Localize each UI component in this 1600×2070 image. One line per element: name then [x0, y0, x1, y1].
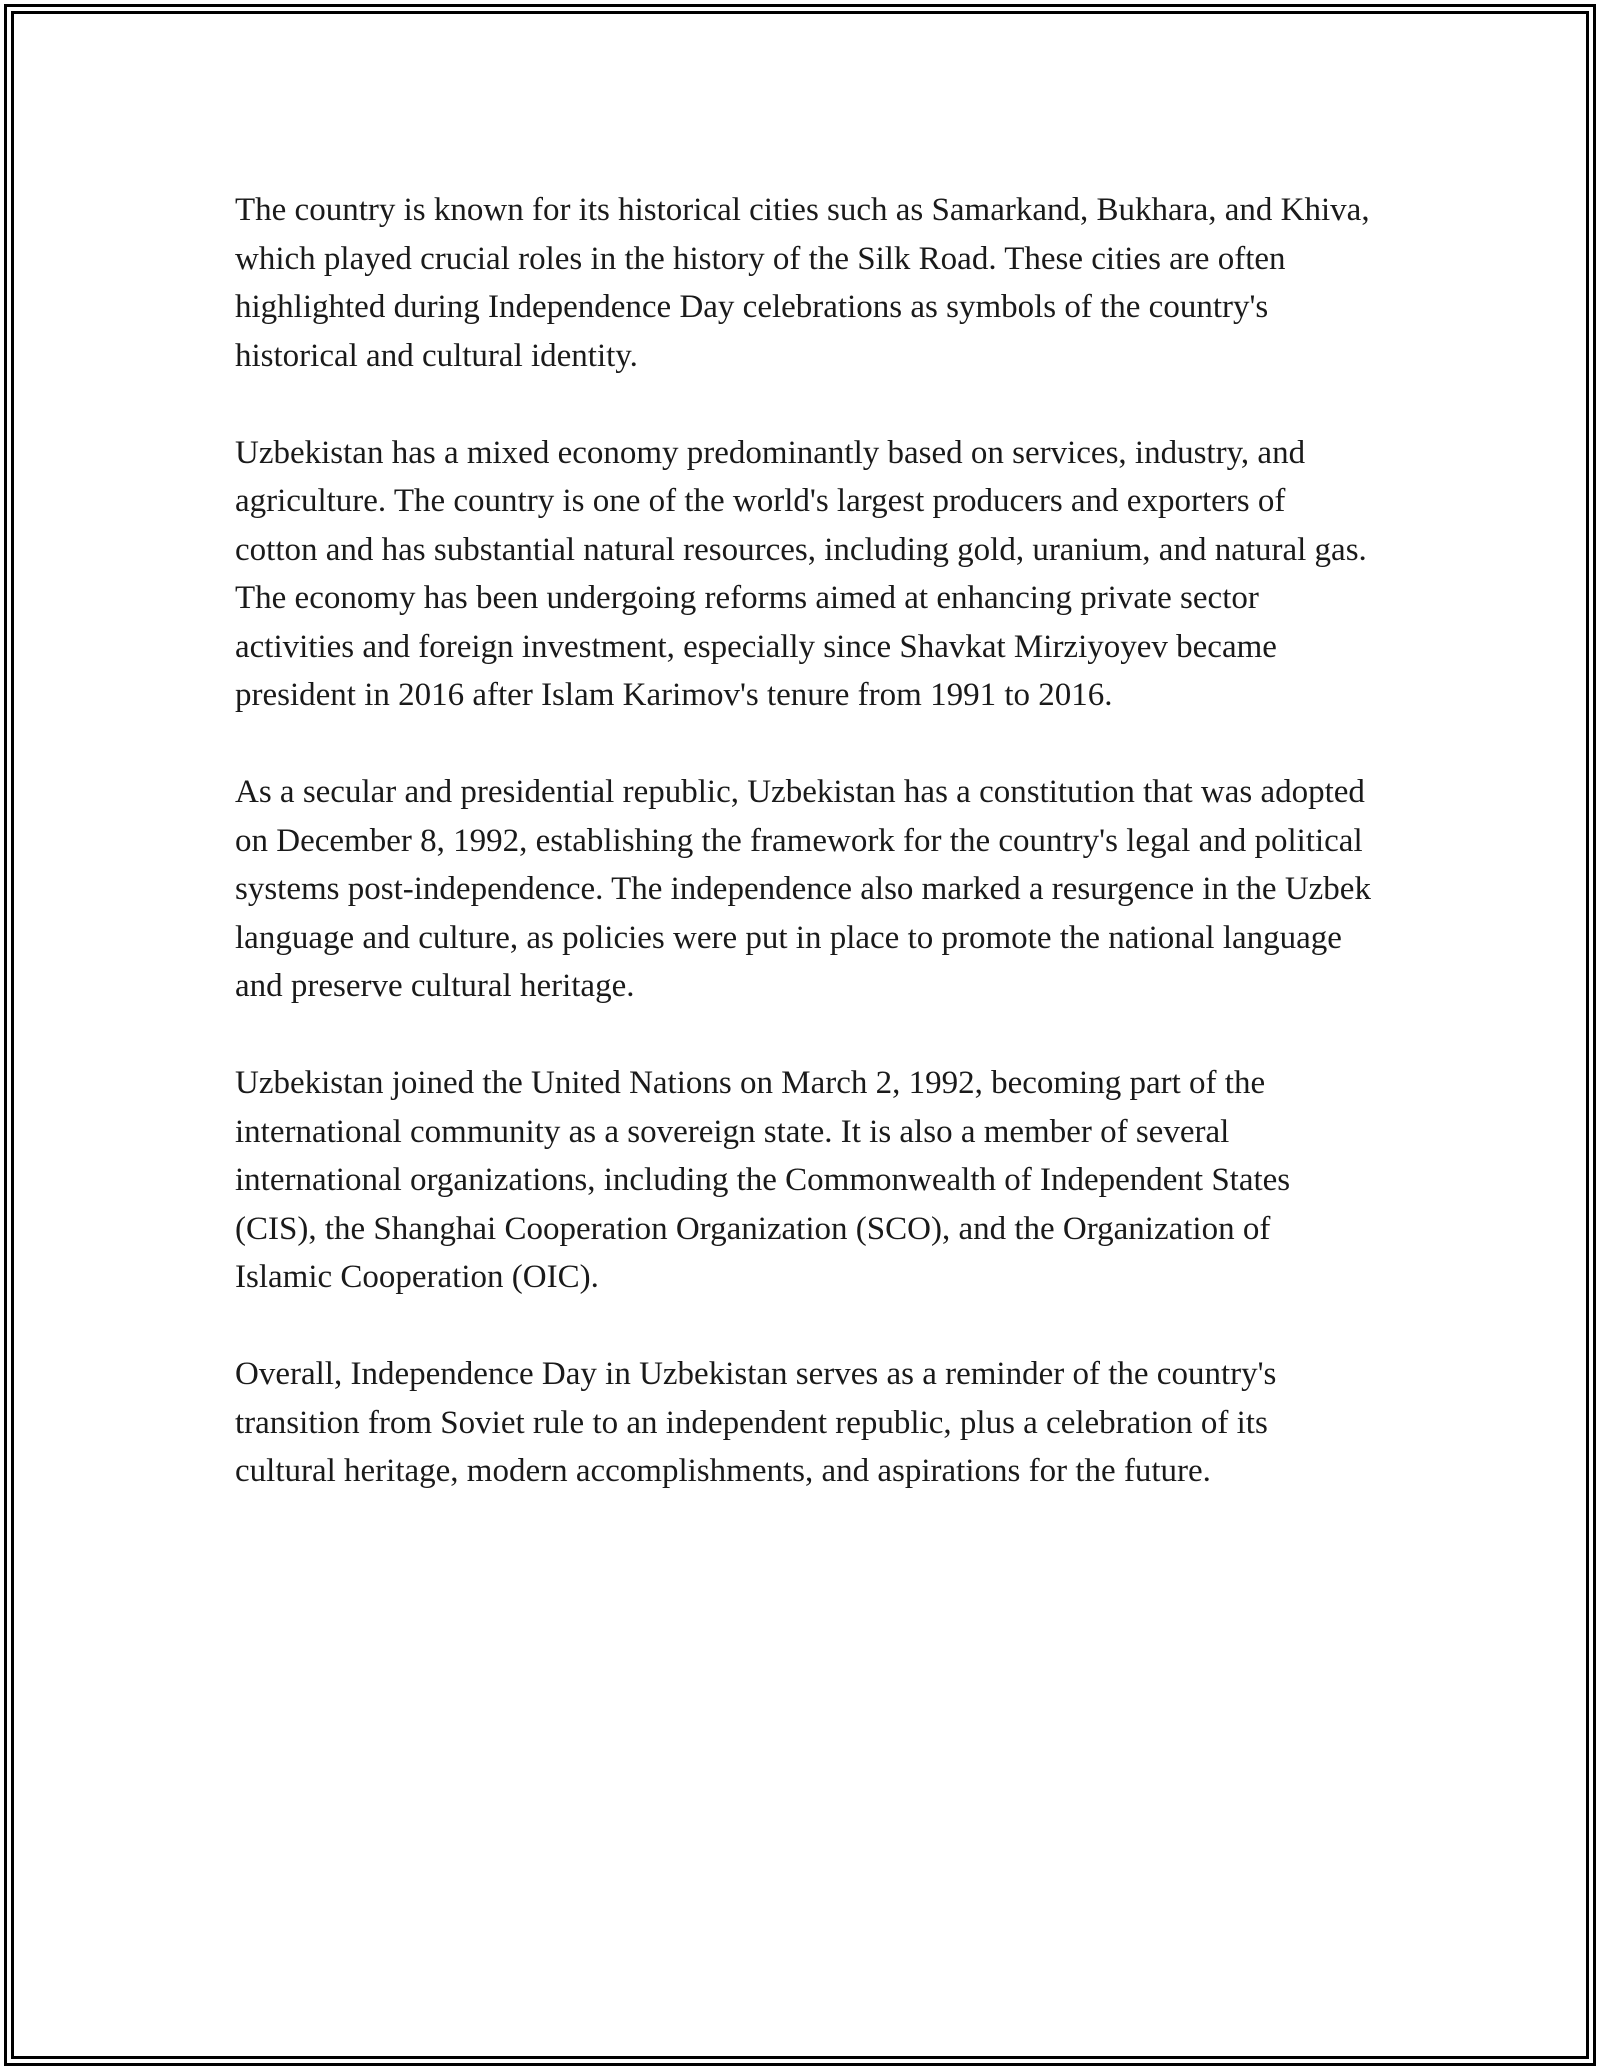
paragraph-historical-cities: The country is known for its historical cities such as Samarkand, Bukhara, and Khiva, which played crucial roles in the history of the Silk Road. These cities are often highlighted during Independence Day celebrations as symbols of the country's historical and cultural identity.	[235, 192, 1370, 374]
paragraph-economy: Uzbekistan has a mixed economy predominantly based on services, industry, and agriculture. The country is one of the world's largest producers and exporters of cotton and has substantial natural resources, including gold, uranium, and natural gas. The economy has been undergoing reforms aimed at enhancing private sector activities and foreign investment, especially since Shavkat Mirziyoyev became president in 2016 after Islam Karimov's tenure from 1991 to 2016.	[235, 434, 1367, 713]
paragraph-international-membership: Uzbekistan joined the United Nations on March 2, 1992, becoming part of the international community as a sovereign state. It is also a member of several international organizations, including the Commonwealth of Independent States (CIS), the Shanghai Cooperation Organization (SCO), and the Organization of Islamic Cooperation (OIC).	[235, 1065, 1291, 1295]
paragraph-constitution: As a secular and presidential republic, Uzbekistan has a constitution that was adopted on December 8, 1992, establishing the framework for the country's legal and political systems post-independence. The independence also marked a resurgence in the Uzbek language and culture, as policies were put in place to promote the national language and preserve cultural heritage.	[235, 774, 1371, 1004]
paragraph-overall: Overall, Independence Day in Uzbekistan serves as a reminder of the country's transition from Soviet rule to an independent republic, plus a celebration of its cultural heritage, modern accomplishments, and aspirations for the future.	[235, 1356, 1277, 1489]
document-body	[235, 186, 1375, 1544]
